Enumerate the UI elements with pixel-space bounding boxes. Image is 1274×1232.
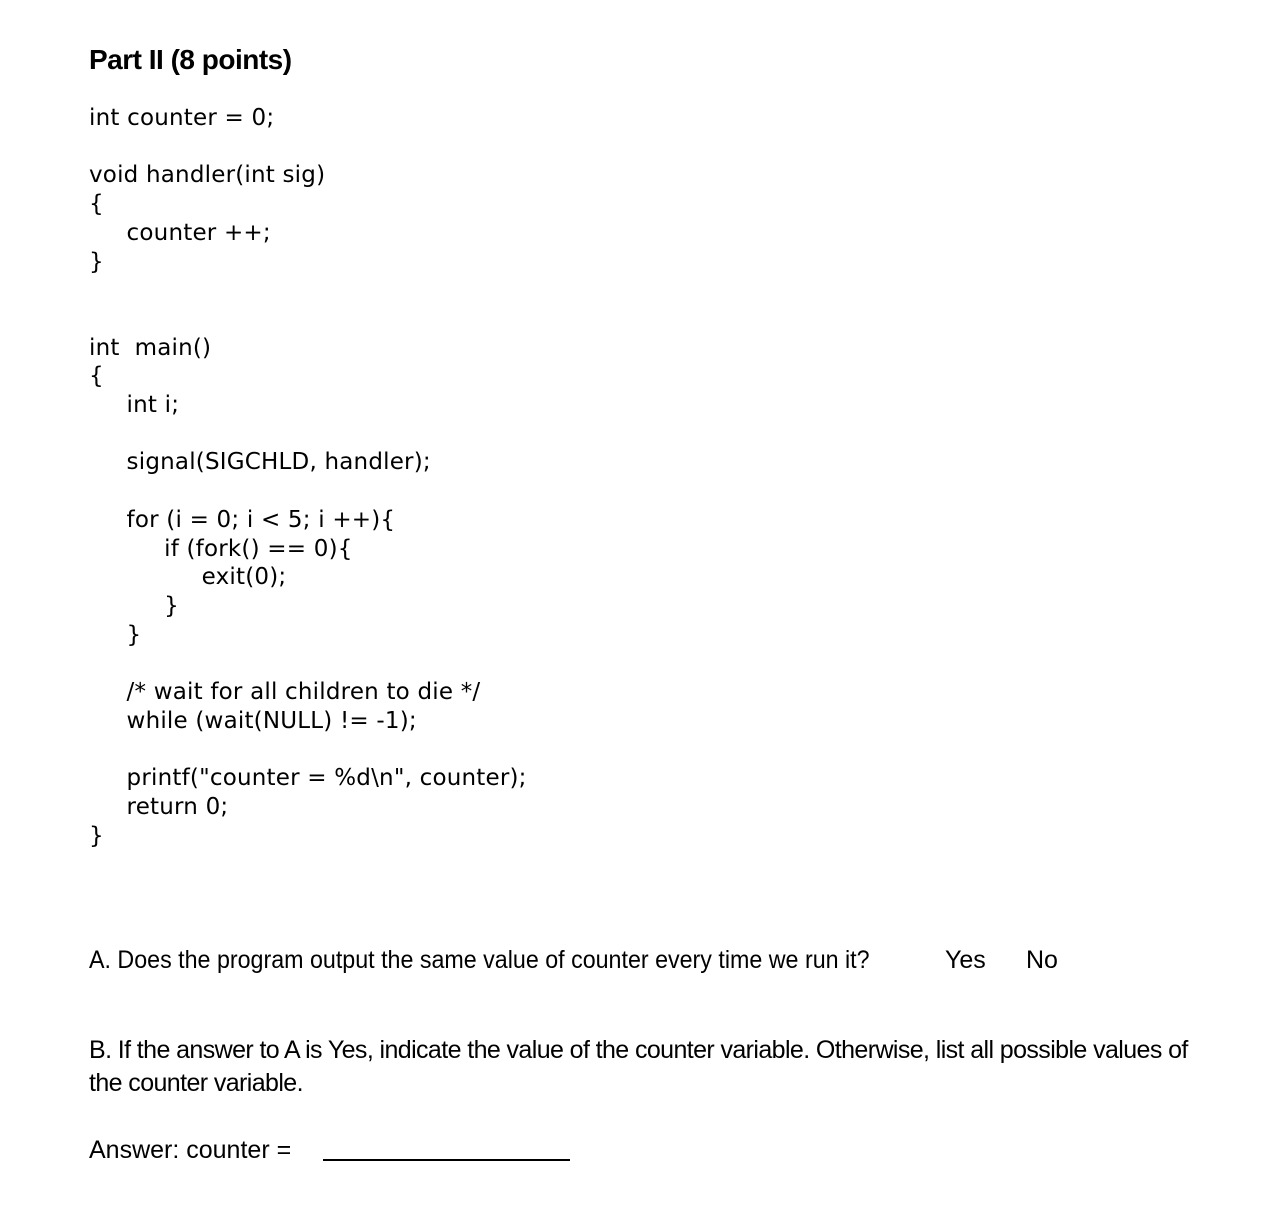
- code-listing: int counter = 0; void handler(int sig) { counter ++; } int main() { int i; signal(SIGCHLD, handler); for (i = 0; i < 5; i ++){ if (fork() == 0){ exit(0); } } /* wait for all children to die */ while (wait(NULL) != -1); printf("counter = %d\n", counter); return 0; }: [89, 105, 527, 849]
- answer-option-no[interactable]: No: [1026, 946, 1058, 974]
- question-a-text: A. Does the program output the same value of counter every time we run it?: [89, 946, 870, 974]
- question-b-text: B. If the answer to A is Yes, indicate the value of the counter variable. Otherwise, list all possible values of the counter variable.: [89, 1036, 1188, 1097]
- answer-blank-line[interactable]: [323, 1159, 570, 1161]
- answer-label: Answer: counter =: [89, 1136, 292, 1164]
- answer-option-yes[interactable]: Yes: [945, 946, 986, 974]
- section-title: Part II (8 points): [89, 44, 292, 75]
